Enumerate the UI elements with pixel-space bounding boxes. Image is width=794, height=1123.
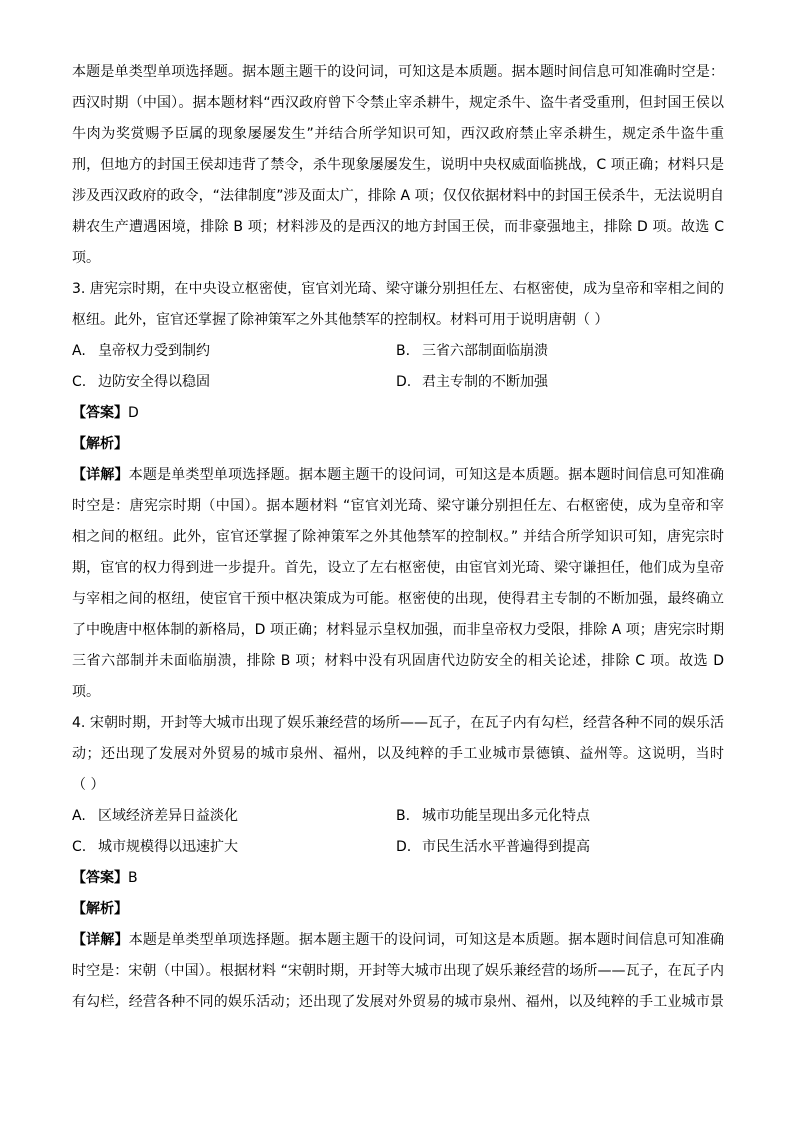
detail-line: 相之间的枢纽。此外，宦官还掌握了除神策军之外其他禁军的控制权。” 并结合所学知识可知，唐宪宗时 <box>72 529 724 545</box>
detail-line: 有勾栏，经营各种不同的娱乐活动；还出现了发展对外贸易的城市泉州、福州，以及纯粹的手工业城市景 <box>72 994 724 1010</box>
paragraph-line: 耕农生产遭遇困境，排除 B 项；材料涉及的是西汉的地方封国王侯，而非豪强地主，排除 D 项。故选 C <box>72 219 724 235</box>
answer-line <box>72 868 138 888</box>
detail-tag: 【详解】 <box>72 932 129 948</box>
option-text: 皇帝权力受到制约 <box>98 343 210 359</box>
detail-line: 三省六部制并未面临崩溃，排除 B 项；材料中没有巩固唐代边防安全的相关论述，排除 C 项。故选 D <box>72 653 724 669</box>
paragraph-line: 西汉时期（中国）。据本题材料“西汉政府曾下令禁止宰杀耕牛，规定杀牛、盗牛者受重刑，但封国王侯以 <box>72 95 724 111</box>
option-label: B. <box>396 343 411 359</box>
analysis-tag: 【解析】 <box>72 436 128 452</box>
detail-line: 了中晚唐中枢体制的新格局，D 项正确；材料显示皇权加强，而非皇帝权力受限，排除 A 项；唐宪宗时期 <box>72 622 724 638</box>
option-b <box>396 806 590 826</box>
option-label: C. <box>72 374 87 390</box>
question-3-stem: 3. 唐宪宗时期，在中央设立枢密使，宦官刘光琦、梁守谦分别担任左、右枢密使，成为皇帝和宰相之间的 <box>72 281 724 297</box>
option-label: C. <box>72 839 87 855</box>
paragraph-line: 涉及西汉政府的政令，“法律制度”涉及面太广，排除 A 项；仅仅依据材料中的封国王侯杀牛，无法说明自 <box>72 188 724 204</box>
answer-line <box>72 403 139 423</box>
option-text: 边防安全得以稳固 <box>98 374 210 390</box>
detail-text: 本题是单类型单项选择题。据本题主题干的设问词，可知这是本质题。据本题时间信息可知准确 <box>128 467 725 483</box>
option-label: D. <box>396 839 412 855</box>
option-d <box>396 837 590 857</box>
option-text: 城市功能呈现出多元化特点 <box>422 808 590 824</box>
option-c <box>72 837 238 857</box>
question-4-stem: 动；还出现了发展对外贸易的城市泉州、福州，以及纯粹的手工业城市景德镇、益州等。这说明，当时 <box>72 746 724 762</box>
option-text: 市民生活水平普遍得到提高 <box>422 839 590 855</box>
paragraph-line: 本题是单类型单项选择题。据本题主题干的设问词，可知这是本质题。据本题时间信息可知准确时空是： <box>72 64 724 80</box>
detail-line: 项。 <box>72 684 100 700</box>
answer-value: B <box>128 870 138 886</box>
detail-line: 时空是：宋朝（中国）。根据材料 “宋朝时期，开封等大城市出现了娱乐兼经营的场所——瓦子，在瓦子内 <box>72 963 724 979</box>
paragraph-line: 项。 <box>72 250 100 266</box>
option-text: 区域经济差异日益淡化 <box>98 808 238 824</box>
detail-line: 时空是：唐宪宗时期（中国）。据本题材料 “宦官刘光琦、梁守谦分别担任左、右枢密使，成为皇帝和宰 <box>72 498 724 514</box>
detail-line: 与宰相之间的枢纽，使宦官干预中枢决策成为可能。枢密使的出现，使得君主专制的不断加强，最终确立 <box>72 591 724 607</box>
question-3-stem: 枢纽。此外，宦官还掌握了除神策军之外其他禁军的控制权。材料可用于说明唐朝（ ） <box>72 312 609 328</box>
question-4-stem: 4. 宋朝时期，开封等大城市出现了娱乐兼经营的场所——瓦子，在瓦子内有勾栏，经营各种不同的娱乐活 <box>72 715 724 731</box>
analysis-tag: 【解析】 <box>72 901 128 917</box>
option-b <box>396 341 548 361</box>
option-label: B. <box>396 808 411 824</box>
option-text: 三省六部制面临崩溃 <box>422 343 548 359</box>
option-text: 君主专制的不断加强 <box>422 374 548 390</box>
detail-tag: 【详解】 <box>72 467 129 483</box>
option-d <box>396 372 548 392</box>
option-label: D. <box>396 374 412 390</box>
paragraph-line: 刑，但地方的封国王侯却违背了禁令，杀牛现象屡屡发生，说明中央权威面临挑战，C 项正确；材料只是 <box>72 157 724 173</box>
option-a <box>72 341 210 361</box>
option-text: 城市规模得以迅速扩大 <box>98 839 238 855</box>
option-label: A. <box>72 808 86 824</box>
question-4-stem: （ ） <box>72 777 105 793</box>
detail-line <box>72 465 724 485</box>
answer-tag: 【答案】 <box>72 405 128 421</box>
option-c <box>72 372 210 392</box>
paragraph-line: 牛肉为奖赏赐予臣属的现象屡屡发生”并结合所学知识可知，西汉政府禁止宰杀耕生，规定杀牛盗牛重 <box>72 126 724 142</box>
detail-text: 本题是单类型单项选择题。据本题主题干的设问词，可知这是本质题。据本题时间信息可知准确 <box>128 932 725 948</box>
detail-line <box>72 930 724 950</box>
option-label: A. <box>72 343 86 359</box>
detail-line: 期，宦官的权力得到进一步提升。首先，设立了左右枢密使，由宦官刘光琦、梁守谦担任，他们成为皇帝 <box>72 560 724 576</box>
option-a <box>72 806 238 826</box>
answer-value: D <box>128 405 139 421</box>
answer-tag: 【答案】 <box>72 870 128 886</box>
